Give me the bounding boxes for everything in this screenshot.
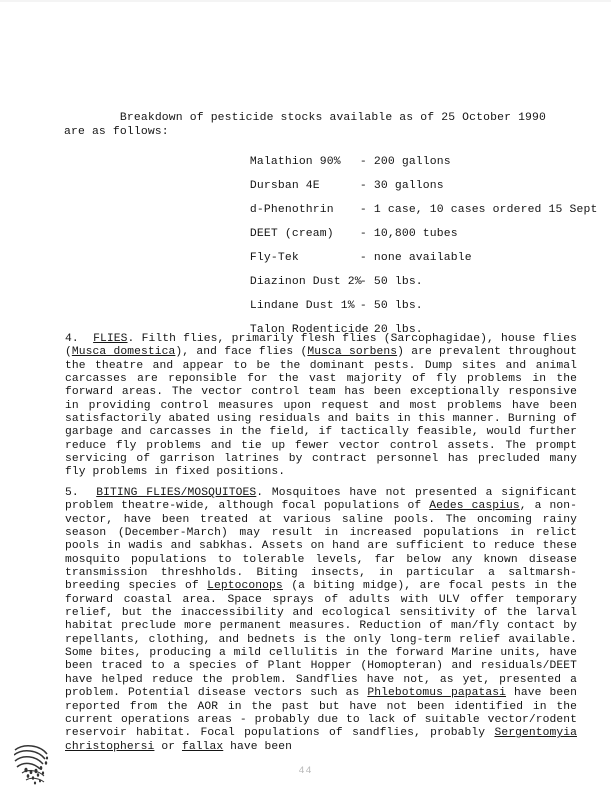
paragraph-text: , a non-vector, have been treated at various saline pools. The oncoming rainy season (December-March) may result in increased populations in relict pools in wadis and sabkhas. Assets on hand are sufficient to reduce these mosquito populations to tolerable levels, far below any known disease transmission threshholds. Biting insects, in particular a saltmarsh-breeding species of (65, 500, 577, 593)
paragraph-biting-flies-mosquitoes (65, 487, 577, 754)
list-item (208, 238, 580, 262)
stock-quantity: - 1 case, 10 cases ordered 15 Sept (359, 203, 598, 216)
stock-name: Talon Rodenticide (249, 323, 369, 336)
scan-smudge-artifact (14, 742, 60, 786)
paragraph-flies (65, 333, 577, 480)
stock-quantity: - 200 gallons (359, 155, 451, 168)
intro-paragraph (64, 112, 580, 139)
stock-name: Malathion 90% (249, 155, 341, 168)
paragraph-text: ) are prevalent throughout the theatre and appear to be the dominant pests. Dump sites and animal carcasses are reponsible for the vast majority of fly problems in the forward areas. The vector control team has been exceptionally responsive in providing control measures upon request and most problems have been satisfactorily abated using residuals and baits in this manner. Burning of garbage and carcasses in the field, if tactically feasible, would further reduce fly problems and tie up fewer vector control assets. The prompt servicing of garrison latrines by contract personnel has precluded many fly problems in fixed positions. (65, 346, 577, 479)
list-item (208, 166, 580, 190)
stock-name: Dursban 4E (249, 179, 320, 192)
scientific-name: Leptoconops (207, 580, 283, 593)
paragraph-text: have been reported from the AOR in the past but have not been identified in the current operations areas - probably due to lack of suitable vector/rodent reservoir habitat. Focal populations of sandflies, probably (65, 687, 578, 740)
stock-quantity: - 20 lbs. (359, 323, 423, 336)
stock-name: Lindane Dust 1% (249, 299, 355, 312)
list-item (208, 310, 580, 334)
paragraph-text: . Mosquitoes have not presented a significant problem theatre-wide, although focal populations of (65, 487, 577, 513)
stock-quantity: - 10,800 tubes (359, 227, 458, 240)
list-item (208, 286, 580, 310)
pesticide-stock-list (208, 142, 598, 336)
list-item (208, 214, 580, 238)
stock-quantity: - 50 lbs. (359, 275, 423, 288)
page-number: 44 (298, 766, 313, 777)
scientific-name: Phlebotomus papatasi (367, 687, 507, 700)
paragraph-number: 4. (65, 333, 94, 345)
paragraph-text: or (154, 740, 182, 753)
paragraph-heading: FLIES (93, 333, 128, 345)
stock-name: Diazinon Dust 2% (249, 275, 362, 288)
scientific-name: fallax (181, 740, 224, 753)
list-item (208, 142, 580, 166)
paragraph-number: 5. (65, 487, 97, 499)
list-item (208, 190, 598, 216)
stock-name: DEET (cream) (249, 227, 334, 240)
paragraph-text: ), and face flies ( (175, 346, 308, 359)
scan-edge-noise (0, 0, 611, 2)
paragraph-text: (a biting midge), are focal pests in the forward coastal area. Space sprays of adults with ULV offer temporary relief, but the inaccessibility and ecological sensitivity of the larval habitat preclude more permanent measures. Reduction of man/fly contact by repellants, clothing, and bednets is the only long-term relief available. Some bites, producing a mild cellulitis in the forward Marine units, have been traced to a species of Plant Hopper (Homopteran) and residuals/DEET have helped reduce the problem. Sandflies have not, as yet, presented a problem. Potential disease vectors such as (65, 580, 577, 700)
scientific-name: Aedes caspius (429, 500, 520, 513)
stock-quantity: - 50 lbs. (359, 299, 423, 312)
stock-quantity: - none available (359, 251, 472, 264)
stock-name: d-Phenothrin (249, 203, 334, 216)
paragraph-heading: BITING FLIES/MOSQUITOES (96, 487, 257, 499)
stock-name: Fly-Tek (249, 251, 299, 264)
intro-line-2: are as follows: (64, 125, 169, 138)
scientific-name: Sergentomyia christophersi (65, 727, 577, 753)
intro-line-1: Breakdown of pesticide stocks available as of 25 October 1990 (64, 112, 547, 124)
scientific-name: Musca sorbens (307, 346, 398, 359)
paragraph-text: . Filth flies, primarily flesh flies (Sarcophagidae), house flies ( (65, 333, 577, 359)
scientific-name: Musca domestica (71, 346, 176, 359)
stock-quantity: - 30 gallons (359, 179, 444, 192)
list-item (208, 262, 580, 286)
paragraph-text: have been (223, 740, 293, 753)
